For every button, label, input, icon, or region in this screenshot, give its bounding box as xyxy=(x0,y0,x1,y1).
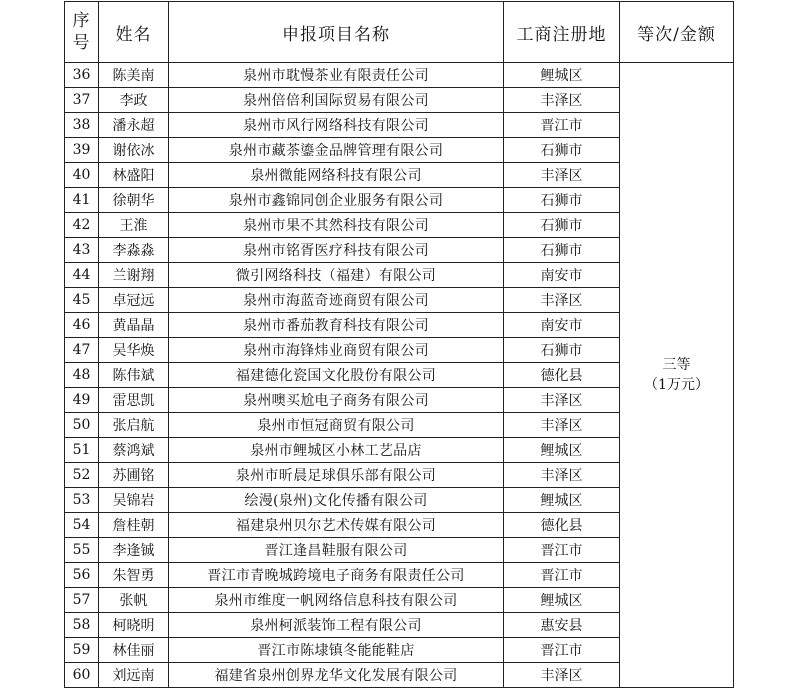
row-project: 福建省泉州创界龙华文化发展有限公司 xyxy=(169,663,504,688)
row-name: 雷思凯 xyxy=(99,388,169,413)
row-seq: 52 xyxy=(65,463,99,488)
row-project: 泉州市昕晨足球俱乐部有限公司 xyxy=(169,463,504,488)
row-registry: 丰泽区 xyxy=(504,288,620,313)
row-seq: 43 xyxy=(65,238,99,263)
header-name: 姓名 xyxy=(99,2,169,63)
row-seq: 56 xyxy=(65,563,99,588)
row-registry: 南安市 xyxy=(504,263,620,288)
row-project: 泉州倍倍利国际贸易有限公司 xyxy=(169,88,504,113)
row-registry: 丰泽区 xyxy=(504,388,620,413)
row-name: 林佳丽 xyxy=(99,638,169,663)
row-seq: 37 xyxy=(65,88,99,113)
row-name: 吴锦岩 xyxy=(99,488,169,513)
row-name: 李政 xyxy=(99,88,169,113)
row-name: 吴华焕 xyxy=(99,338,169,363)
table-body xyxy=(65,63,734,688)
row-seq: 59 xyxy=(65,638,99,663)
row-registry: 鲤城区 xyxy=(504,588,620,613)
row-project: 泉州市铭胥医疗科技有限公司 xyxy=(169,238,504,263)
row-seq: 46 xyxy=(65,313,99,338)
row-name: 张帆 xyxy=(99,588,169,613)
row-name: 陈美南 xyxy=(99,63,169,88)
row-seq: 39 xyxy=(65,138,99,163)
row-project: 泉州市风行网络科技有限公司 xyxy=(169,113,504,138)
row-name: 詹桂朝 xyxy=(99,513,169,538)
row-name: 卓冠远 xyxy=(99,288,169,313)
row-project: 晋江市陈埭镇冬能能鞋店 xyxy=(169,638,504,663)
row-seq: 60 xyxy=(65,663,99,688)
row-project: 泉州市耽慢茶业有限责任公司 xyxy=(169,63,504,88)
row-seq: 38 xyxy=(65,113,99,138)
row-name: 柯晓明 xyxy=(99,613,169,638)
table-row xyxy=(65,63,734,88)
row-registry: 德化县 xyxy=(504,363,620,388)
row-project: 福建泉州贝尔艺术传媒有限公司 xyxy=(169,513,504,538)
row-seq: 36 xyxy=(65,63,99,88)
row-registry: 晋江市 xyxy=(504,638,620,663)
row-project: 泉州市海锋炜业商贸有限公司 xyxy=(169,338,504,363)
row-seq: 48 xyxy=(65,363,99,388)
row-name: 陈伟斌 xyxy=(99,363,169,388)
row-registry: 德化县 xyxy=(504,513,620,538)
prize-amount: （1万元） xyxy=(644,377,709,393)
row-project: 绘漫(泉州)文化传播有限公司 xyxy=(169,488,504,513)
row-project: 晋江逢昌鞋服有限公司 xyxy=(169,538,504,563)
row-registry: 石狮市 xyxy=(504,338,620,363)
row-seq: 51 xyxy=(65,438,99,463)
row-seq: 53 xyxy=(65,488,99,513)
row-registry: 丰泽区 xyxy=(504,88,620,113)
row-seq: 55 xyxy=(65,538,99,563)
row-name: 王淮 xyxy=(99,213,169,238)
row-seq: 40 xyxy=(65,163,99,188)
row-registry: 鲤城区 xyxy=(504,63,620,88)
row-name: 兰谢翔 xyxy=(99,263,169,288)
row-registry: 南安市 xyxy=(504,313,620,338)
row-name: 谢依冰 xyxy=(99,138,169,163)
row-name: 徐朝华 xyxy=(99,188,169,213)
row-registry: 丰泽区 xyxy=(504,663,620,688)
row-project: 微引网络科技（福建）有限公司 xyxy=(169,263,504,288)
row-seq: 58 xyxy=(65,613,99,638)
row-project: 泉州柯派装饰工程有限公司 xyxy=(169,613,504,638)
row-registry: 丰泽区 xyxy=(504,163,620,188)
row-project: 泉州市藏茶鎏金品牌管理有限公司 xyxy=(169,138,504,163)
row-name: 黄晶晶 xyxy=(99,313,169,338)
header-seq-line1: 序 xyxy=(72,11,91,31)
header-seq xyxy=(65,2,99,63)
row-name: 潘永超 xyxy=(99,113,169,138)
row-registry: 丰泽区 xyxy=(504,463,620,488)
header-prize: 等次/金额 xyxy=(620,2,734,63)
row-project: 泉州噢买尬电子商务有限公司 xyxy=(169,388,504,413)
row-seq: 49 xyxy=(65,388,99,413)
row-name: 刘远南 xyxy=(99,663,169,688)
row-name: 李逢铖 xyxy=(99,538,169,563)
row-registry: 石狮市 xyxy=(504,138,620,163)
prize-grade: 三等 xyxy=(662,357,691,373)
row-seq: 50 xyxy=(65,413,99,438)
row-seq: 44 xyxy=(65,263,99,288)
row-project: 泉州市海蓝奇迹商贸有限公司 xyxy=(169,288,504,313)
row-seq: 54 xyxy=(65,513,99,538)
header-registry: 工商注册地 xyxy=(504,2,620,63)
row-registry: 晋江市 xyxy=(504,113,620,138)
row-name: 蔡鸿斌 xyxy=(99,438,169,463)
row-registry: 石狮市 xyxy=(504,238,620,263)
row-project: 泉州市番茄教育科技有限公司 xyxy=(169,313,504,338)
row-name: 林盛阳 xyxy=(99,163,169,188)
row-registry: 石狮市 xyxy=(504,188,620,213)
row-project: 泉州市果不其然科技有限公司 xyxy=(169,213,504,238)
row-seq: 45 xyxy=(65,288,99,313)
row-registry: 丰泽区 xyxy=(504,413,620,438)
row-project: 泉州市鑫锦同创企业服务有限公司 xyxy=(169,188,504,213)
row-project: 福建德化瓷国文化股份有限公司 xyxy=(169,363,504,388)
row-project: 晋江市青晚城跨境电子商务有限责任公司 xyxy=(169,563,504,588)
award-table xyxy=(64,1,734,688)
prize-cell xyxy=(620,63,734,688)
row-project: 泉州市维度一帆网络信息科技有限公司 xyxy=(169,588,504,613)
row-registry: 石狮市 xyxy=(504,213,620,238)
row-registry: 鲤城区 xyxy=(504,438,620,463)
row-registry: 鲤城区 xyxy=(504,488,620,513)
header-row xyxy=(65,2,734,63)
row-name: 朱智勇 xyxy=(99,563,169,588)
row-seq: 42 xyxy=(65,213,99,238)
header-project: 申报项目名称 xyxy=(169,2,504,63)
row-seq: 57 xyxy=(65,588,99,613)
row-registry: 晋江市 xyxy=(504,538,620,563)
row-name: 李淼淼 xyxy=(99,238,169,263)
row-seq: 41 xyxy=(65,188,99,213)
row-project: 泉州微能网络科技有限公司 xyxy=(169,163,504,188)
row-project: 泉州市鲤城区小林工艺品店 xyxy=(169,438,504,463)
row-project: 泉州市恒冠商贸有限公司 xyxy=(169,413,504,438)
header-seq-line2: 号 xyxy=(72,33,91,53)
row-registry: 晋江市 xyxy=(504,563,620,588)
row-seq: 47 xyxy=(65,338,99,363)
row-name: 苏圃铭 xyxy=(99,463,169,488)
row-registry: 惠安县 xyxy=(504,613,620,638)
row-name: 张启航 xyxy=(99,413,169,438)
